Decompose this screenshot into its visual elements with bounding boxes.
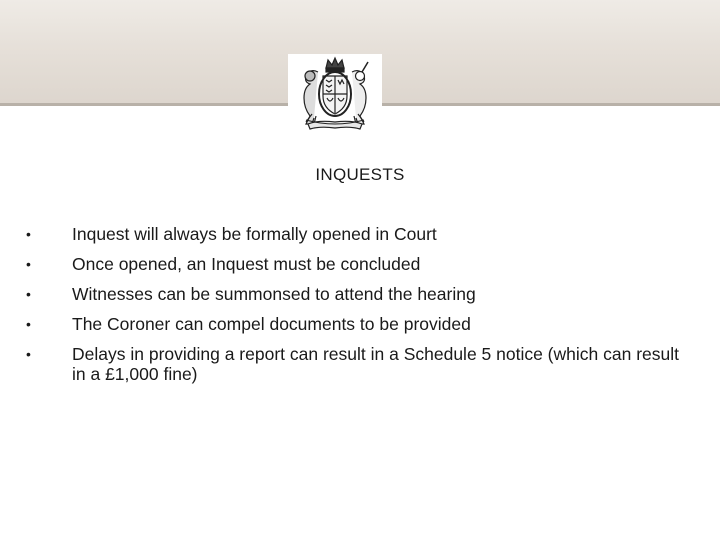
bullet-dot: •: [26, 226, 31, 242]
crest-panel: [288, 54, 382, 134]
bullet-text: The Coroner can compel documents to be provided: [72, 314, 471, 334]
bullet-text: Inquest will always be formally opened in Court: [72, 224, 437, 244]
list-item: [26, 284, 686, 304]
list-item: [26, 254, 686, 274]
list-item: [26, 344, 686, 384]
slide-title: INQUESTS: [315, 165, 405, 184]
bullet-dot: •: [26, 346, 31, 362]
bullet-text: Witnesses can be summonsed to attend the hearing: [72, 284, 476, 304]
royal-coat-of-arms-icon: [288, 54, 382, 134]
list-item: [26, 314, 686, 334]
bullet-dot: •: [26, 316, 31, 332]
bullet-dot: •: [26, 286, 31, 302]
bullet-dot: •: [26, 256, 31, 272]
bullet-text: Delays in providing a report can result in a Schedule 5 notice (which can result in a £1,000 fine): [72, 344, 679, 384]
bullet-list: [26, 224, 686, 394]
list-item: [26, 224, 686, 244]
bullet-text: Once opened, an Inquest must be concluded: [72, 254, 421, 274]
